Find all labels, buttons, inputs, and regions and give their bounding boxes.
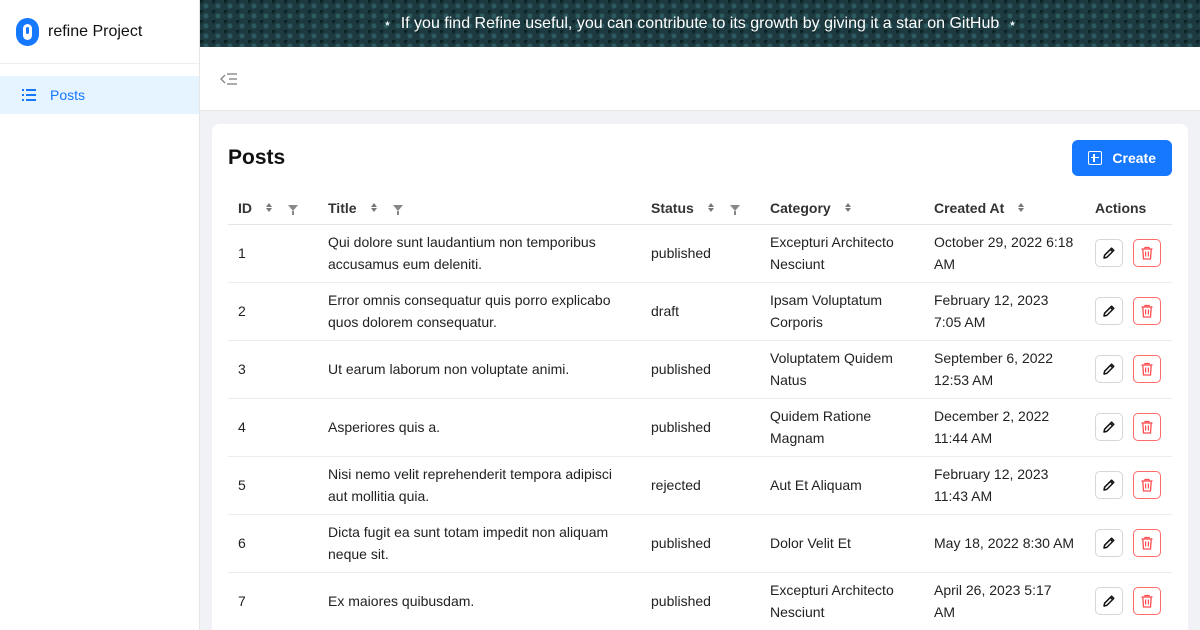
column-header-actions <box>1085 192 1172 224</box>
column-header-created-at[interactable] <box>924 192 1085 224</box>
sort-icon[interactable] <box>708 203 714 212</box>
delete-button[interactable] <box>1133 239 1161 267</box>
column-header-id[interactable] <box>228 192 318 224</box>
trash-icon <box>1139 303 1155 319</box>
pencil-icon <box>1101 303 1117 319</box>
table-row <box>228 514 1172 572</box>
edit-button[interactable] <box>1095 471 1123 499</box>
sidebar-item-label: Posts <box>50 87 86 103</box>
cell-created-at: September 6, 2022 12:53 AM <box>924 340 1085 398</box>
brand-name: refine Project <box>48 22 143 40</box>
cell-created-at: February 12, 2023 11:43 AM <box>924 456 1085 514</box>
cell-status: published <box>641 224 760 282</box>
filter-icon[interactable] <box>730 205 740 211</box>
cell-id: 2 <box>228 282 318 340</box>
pencil-icon <box>1101 361 1117 377</box>
cell-created-at: October 29, 2022 6:18 AM <box>924 224 1085 282</box>
sidebar <box>0 0 200 630</box>
pencil-icon <box>1101 593 1117 609</box>
cell-actions <box>1085 282 1172 340</box>
edit-button[interactable] <box>1095 297 1123 325</box>
table-row <box>228 282 1172 340</box>
trash-icon <box>1139 419 1155 435</box>
sort-icon[interactable] <box>266 203 272 212</box>
sort-icon[interactable] <box>1018 203 1024 212</box>
posts-table <box>228 192 1172 630</box>
table-body <box>228 224 1172 630</box>
delete-button[interactable] <box>1133 587 1161 615</box>
cell-category: Aut Et Aliquam <box>760 456 924 514</box>
delete-button[interactable] <box>1133 355 1161 383</box>
cell-title: Error omnis consequatur quis porro explicabo quos dolorem consequatur. <box>318 282 641 340</box>
table-header-row <box>228 192 1172 224</box>
column-label: Title <box>328 199 357 216</box>
sidebar-item-posts[interactable] <box>0 76 199 114</box>
cell-title: Ex maiores quibusdam. <box>318 572 641 630</box>
trash-icon <box>1139 361 1155 377</box>
star-icon: ⭑ <box>1009 16 1016 30</box>
cell-actions <box>1085 340 1172 398</box>
cell-title: Dicta fugit ea sunt totam impedit non aliquam neque sit. <box>318 514 641 572</box>
cell-status: published <box>641 514 760 572</box>
cell-id: 4 <box>228 398 318 456</box>
trash-icon <box>1139 477 1155 493</box>
delete-button[interactable] <box>1133 471 1161 499</box>
cell-actions <box>1085 224 1172 282</box>
cell-actions <box>1085 514 1172 572</box>
table-row <box>228 456 1172 514</box>
cell-actions <box>1085 572 1172 630</box>
cell-actions <box>1085 456 1172 514</box>
list-icon <box>22 89 36 101</box>
table-row <box>228 398 1172 456</box>
cell-status: published <box>641 398 760 456</box>
cell-created-at: December 2, 2022 11:44 AM <box>924 398 1085 456</box>
cell-actions <box>1085 398 1172 456</box>
column-header-category[interactable] <box>760 192 924 224</box>
cell-title: Nisi nemo velit reprehenderit tempora adipisci aut mollitia quia. <box>318 456 641 514</box>
edit-button[interactable] <box>1095 355 1123 383</box>
filter-icon[interactable] <box>288 205 298 211</box>
edit-button[interactable] <box>1095 413 1123 441</box>
column-header-status[interactable] <box>641 192 760 224</box>
column-label: Actions <box>1095 199 1147 216</box>
cell-id: 3 <box>228 340 318 398</box>
github-star-banner[interactable] <box>200 0 1200 47</box>
cell-created-at: February 12, 2023 7:05 AM <box>924 282 1085 340</box>
cell-id: 7 <box>228 572 318 630</box>
cell-created-at: April 26, 2023 5:17 AM <box>924 572 1085 630</box>
cell-id: 6 <box>228 514 318 572</box>
cell-status: published <box>641 572 760 630</box>
trash-icon <box>1139 245 1155 261</box>
cell-category: Voluptatem Quidem Natus <box>760 340 924 398</box>
top-header <box>200 47 1200 111</box>
filter-icon[interactable] <box>393 205 403 211</box>
delete-button[interactable] <box>1133 529 1161 557</box>
edit-button[interactable] <box>1095 587 1123 615</box>
edit-button[interactable] <box>1095 529 1123 557</box>
trash-icon <box>1139 535 1155 551</box>
create-button-label: Create <box>1112 150 1156 166</box>
cell-status: rejected <box>641 456 760 514</box>
cell-category: Ipsam Voluptatum Corporis <box>760 282 924 340</box>
cell-created-at: May 18, 2022 8:30 AM <box>924 514 1085 572</box>
column-label: ID <box>238 199 252 216</box>
banner-text: If you find Refine useful, you can contribute to its growth by giving it a star on GitHub <box>400 14 1000 32</box>
cell-category: Excepturi Architecto Nesciunt <box>760 572 924 630</box>
cell-status: draft <box>641 282 760 340</box>
card-header <box>212 124 1188 192</box>
create-button[interactable] <box>1072 140 1172 176</box>
pencil-icon <box>1101 419 1117 435</box>
collapse-menu-icon <box>220 72 238 86</box>
page-title: Posts <box>228 146 286 169</box>
sidebar-collapse-button[interactable] <box>220 72 238 86</box>
column-header-title[interactable] <box>318 192 641 224</box>
table-row <box>228 572 1172 630</box>
cell-id: 1 <box>228 224 318 282</box>
column-label: Created At <box>934 199 1005 216</box>
cell-category: Excepturi Architecto Nesciunt <box>760 224 924 282</box>
pencil-icon <box>1101 477 1117 493</box>
table-row <box>228 224 1172 282</box>
cell-id: 5 <box>228 456 318 514</box>
delete-button[interactable] <box>1133 297 1161 325</box>
table-row <box>228 340 1172 398</box>
column-label: Category <box>770 199 831 216</box>
cell-category: Dolor Velit Et <box>760 514 924 572</box>
star-icon: ⭑ <box>384 16 391 30</box>
pencil-icon <box>1101 535 1117 551</box>
cell-title: Qui dolore sunt laudantium non temporibus accusamus eum deleniti. <box>318 224 641 282</box>
edit-button[interactable] <box>1095 239 1123 267</box>
cell-status: published <box>641 340 760 398</box>
trash-icon <box>1139 593 1155 609</box>
sort-icon[interactable] <box>371 203 377 212</box>
cell-title: Asperiores quis a. <box>318 398 641 456</box>
posts-list-card <box>212 124 1188 630</box>
pencil-icon <box>1101 245 1117 261</box>
column-label: Status <box>651 199 694 216</box>
sort-icon[interactable] <box>845 203 851 212</box>
brand[interactable] <box>0 0 199 64</box>
delete-button[interactable] <box>1133 413 1161 441</box>
plus-square-icon <box>1088 151 1102 165</box>
cell-title: Ut earum laborum non voluptate animi. <box>318 340 641 398</box>
refine-logo-icon <box>16 18 39 46</box>
cell-category: Quidem Ratione Magnam <box>760 398 924 456</box>
